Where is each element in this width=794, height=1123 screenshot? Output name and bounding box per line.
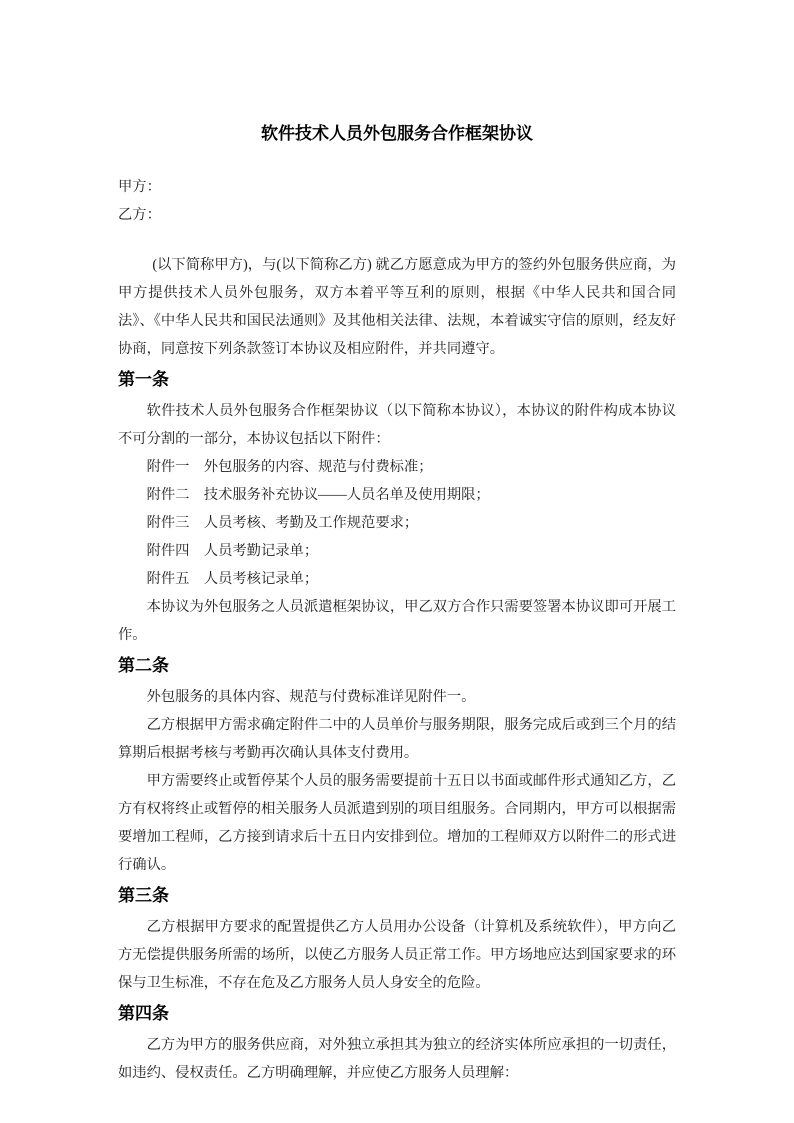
section-1-heading: 第一条 [118,370,169,389]
section-1-intro-paragraph: 软件技术人员外包服务合作框架协议（以下简称本协议），本协议的附件构成本协议不可分割的一部分，本协议包括以下附件： [118,403,676,447]
attachment-item-1 [118,453,676,481]
party-block [118,173,676,229]
section-2-paragraph-3: 甲方需要终止或暂停某个人员的服务需要提前十五日以书面或邮件形式通知乙方，乙方有权将终止或暂停的相关服务人员派遣到别的项目组服务。合同期内，甲方可以根据需要增加工程师，乙方接到请求后十五日内安排到位。增加的工程师双方以附件二的形式进行确认。 [118,773,676,873]
attachment-item-2 [118,481,676,509]
attachment-4-label: 附件四 [146,543,190,559]
preamble-paragraph: (以下简称甲方)，与(以下简称乙方) 就乙方愿意成为甲方的签约外包服务供应商，为甲方提供技术人员外包服务，双方本着平等互利的原则，根据《中华人民共和国合同法》、《中华人民共和国民法通则》及其他相关法律、法规，本着诚实守信的原则，经友好协商，同意按下列条款签订本协议及相应附件，并共同遵守。 [118,257,676,357]
attachment-4-text: 人员考勤记录单； [203,543,319,559]
attachment-item-5 [118,565,676,593]
attachment-1-text: 外包服务的内容、规范与付费标准； [203,459,433,475]
attachment-item-4 [118,537,676,565]
attachment-item-3 [118,509,676,537]
attachment-3-label: 附件三 [146,515,190,531]
section-2-paragraph-1: 外包服务的具体内容、规范与付费标准详见附件一。 [146,689,476,705]
document-title: 软件技术人员外包服务合作框架协议 [261,124,533,143]
section-3-paragraph-1: 乙方根据甲方要求的配置提供乙方人员用办公设备（计算机及系统软件），甲方向乙方无偿提供服务所需的场所，以使乙方服务人员正常工作。甲方场地应达到国家要求的环保与卫生标准，不存在危及乙方服务人员人身安全的危险。 [118,919,676,991]
attachment-2-text: 技术服务补充协议——人员名单及使用期限； [203,487,490,503]
attachment-5-label: 附件五 [146,571,190,587]
attachment-5-text: 人员考核记录单； [203,571,319,587]
section-1-note-paragraph: 本协议为外包服务之人员派遣框架协议，甲乙双方合作只需要签署本协议即可开展工作。 [118,599,676,643]
attachment-1-label: 附件一 [146,459,190,475]
party-b-line: 乙方： [118,207,161,223]
section-2-paragraph-2: 乙方根据甲方需求确定附件二中的人员单价与服务期限，服务完成后或到三个月的结算期后根据考核与考勤再次确认具体支付费用。 [118,717,676,761]
attachment-2-label: 附件二 [146,487,190,503]
section-4-paragraph-1: 乙方为甲方的服务供应商，对外独立承担其为独立的经济实体所应承担的一切责任，如违约、侵权责任。乙方明确理解，并应使乙方服务人员理解： [118,1037,676,1081]
party-a-line: 甲方： [118,179,161,195]
attachment-3-text: 人员考核、考勤及工作规范要求； [203,515,419,531]
section-2-heading: 第二条 [118,656,169,675]
section-4-heading: 第四条 [118,1004,169,1023]
section-3-heading: 第三条 [118,886,169,905]
